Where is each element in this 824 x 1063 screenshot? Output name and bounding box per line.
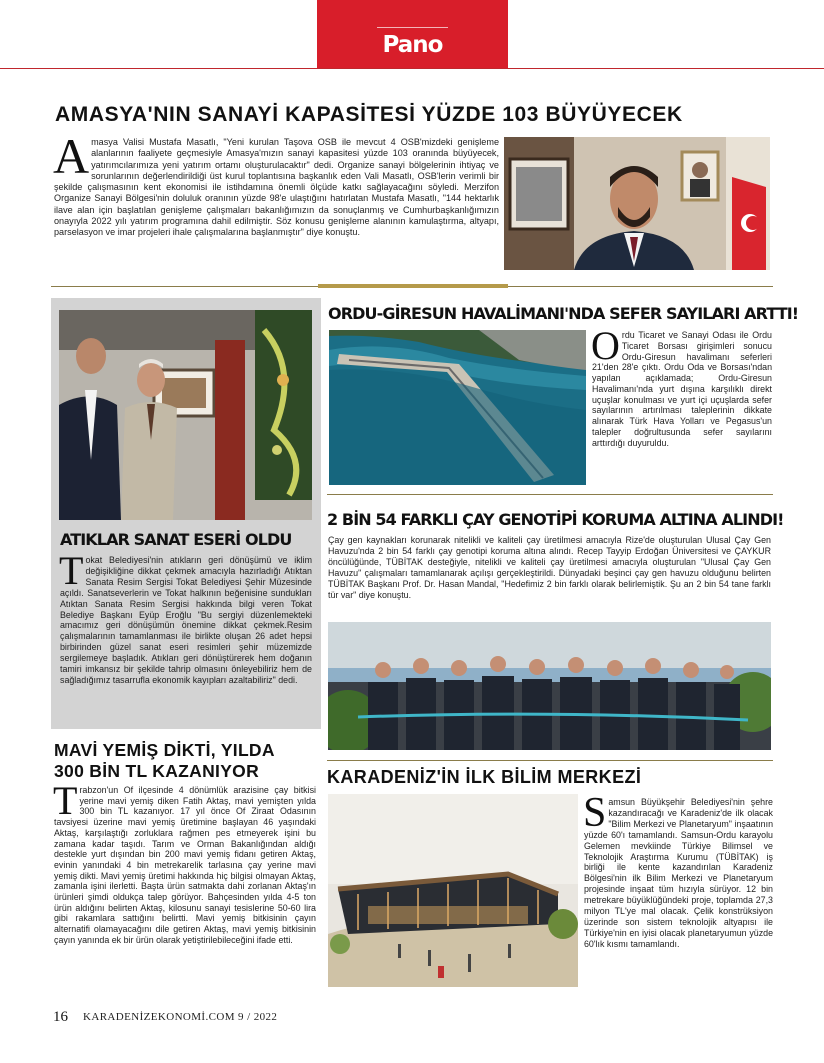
article1-dropcap: A xyxy=(53,128,90,184)
section-divider-accent xyxy=(318,284,508,288)
section-title: Pano xyxy=(382,32,443,58)
governor-photo xyxy=(504,137,770,270)
article6-dropcap: S xyxy=(583,790,607,836)
ribbon-cutting-photo xyxy=(328,622,771,750)
article3-dropcap: T xyxy=(59,548,84,593)
publication-footer: KARADENİZEKONOMİ.COM 9 / 2022 xyxy=(83,1011,278,1023)
article4-body: Çay gen kaynakları korunarak nitelikli ve kaliteli çay üretilmesi amacıyla Rize'de oluşturulan Ulusal Çay Gen Havuzu'nda 2 bin 54 farklı çay genotipi koruma altına alındı. Recep Tayyip Erdoğan Üniversitesi ve ÇAYKUR öncülüğünde, TÜBİTAK desteğiyle, nitelikli ve kaliteli çay üretilmesi amacıyla oluşturulan "Ulusal Çay Gen Havuzu" çalışmaları tamamlanarak açılışı gerçekleştirildi. Dünyadaki beşinci çay gen havuzu olduğunu belirten TÜBİTAK Başkanı Prof. Dr. Hasan Mandal, "Hedefimiz 2 bin farklı olarak belirlemiştik. Şu an 2 bin 54 tane farklı tür var" diye konuştu. xyxy=(328,535,771,600)
science-center-render xyxy=(328,794,578,987)
section-tab xyxy=(317,0,508,68)
airport-photo xyxy=(329,330,586,485)
article3-text: okat Belediyesi'nin atıkların geri dönüşümü ve iklim değişikliğine dikkat çekmek amacıyla hazırladığı Atıktan Sanata Resim Sergisi Tokat Belediyesi Şehir Müzesinde açıldı. Sanatseverlerin ve Tokat halkının beğenisine sundukları Atıktan Sanata Resim Sergisi hakkında bilgi veren Tokat Belediye Başkanı Eyüp Eroğlu "Bu sergiyi düzenlemekteki amacımız geri dönüşümün önemine dikkat çekmek.Resim çalışmalarının tamamlanması ile birlikte oluşan 26 adet hepsi birbirinden güzel sanat eseri resimleri şehir müzemizde sergilemeye başladık. Atıkları geri dönüştürerek hem doğanın tamiri imkansız bir şekilde tahrip olmasını önleyebiliriz hem de sağladığımız tasarrufla ekonomik kayıpları azaltabiliriz" dedi. xyxy=(60,555,312,685)
article5-body xyxy=(53,778,316,946)
article6-text: amsun Büyükşehir Belediyesi'nin şehre kazandıracağı ve Karadeniz'de ilk olacak "Bilim Merkezi ve Planetaryum" inşaatının yüzde 60'ı tamamlandı. Samsun-Ordu karayolu Gelemen mevkiinde Türkiye Bilimsel ve Teknolojik Araştırma Kurumu (TÜBİTAK) iş birliği ile kente kazandırılan Karadeniz Bölgesi'nin ilk Bilim Merkezi ve Planetaryum projesinde inşaat tüm hızıyla sürüyor. 12 bin metrekare büyüklüğündeki proje, toplamda 27,3 milyon TL'ye mal olacak. Çelik konstrüksiyon üzerinde son sistem teknolojik altyapısı ile Türkiye'nin en iyisi olacak planetaryumun yüzde 60'lık kısmı tamamlandı. xyxy=(584,797,773,949)
article2-dropcap: O xyxy=(591,323,620,368)
article2-body xyxy=(591,323,772,448)
article3-title: ATIKLAR SANAT ESERİ OLDU xyxy=(60,530,292,549)
article4-divider xyxy=(327,760,773,761)
article2-text: rdu Ticaret ve Sanayi Odası ile Ordu Ticaret Borsası girişimleri sonucu Ordu-Giresun havalimanı seferleri 21'den 28'e çıktı. Ordu Oda ve Borsası'ndan yapılan açıklamada; Ordu-Giresun Havalimanı'nda yurt dışına karşılıklı direkt uçuşlar konulması ve yurt içi uçuşlarda sefer sayılarının artırılması taleplerinin dikkate alınarak Türk Hava Yolları ve Pegasus'un talepler doğrultusunda sefer sayılarını arttırdığı duyuruldu. xyxy=(592,330,772,448)
header-rule xyxy=(0,68,824,69)
article6-body xyxy=(583,790,773,950)
article5-text: rabzon'un Of ilçesinde 4 dönümlük arazisine çay bitkisi yerine mavi yemiş diken Fatih Aktaş, mavi yemişten yılda 300 bin TL kazanıyor. 17 yıl önce Of Ziraat Odasının tavsiyesi üzerine mavi yemiş üretimine başlayan 46 yaşındaki Aktaş, karşılaştığı zorluklara rağmen pes etmeyerek işini bu zamana kadar taşıdı. Tarım ve Orman Bakanlığından aldığı destekle yurt dışından bin 200 mavi yemiş fidanı getiren Aktaş, evinin yanındaki 4 bin metrekarelik tarlasına çay yerine mavi yemiş dikti. Mavi yemiş üretimi hakkında hiç bilgisi olmayan Aktaş, zamanla işini ilerletti. Başta ürün satmakta dahi zorlanan Aktaş'ın ürünleri şimdi oldukça talep görüyor. Bahçesinden yılda 4-5 ton ürün aldığını belirten Aktaş, kilosunu sanayi tesislerine 50-60 lira gibi rakamlara sattığını belirtti. Mavi yemiş bitkisinin çayın alternatifi olamayacağını dile getiren Aktaş, mavi yemiş bitkisinin çayın yanında ek bir ürün olarak yetiştirilebileceğini ifade etti. xyxy=(54,785,316,945)
article5-title-line2: 300 BİN TL KAZANIYOR xyxy=(54,761,260,781)
article6-title: KARADENİZ'İN İLK BİLİM MERKEZİ xyxy=(327,767,642,787)
article5-dropcap: T xyxy=(53,778,78,823)
article5-title-line1: MAVİ YEMİŞ DİKTİ, YILDA xyxy=(54,740,275,760)
article1-text: masya Valisi Mustafa Masatlı, "Yeni kurulan Taşova OSB ile mevcut 4 OSB'mizdeki genişleme alanlarının faaliyete geçmesiyle Amasya'mızın sanayi kapasitesi yüzde 103 oranında büyüyecek, yatırımcılarımıza yeni yatırım ortamı oluşturulacaktır" dedi. Organize sanayi bölgelerinin ihtiyaç ve sorunlarının değerlendirildiği üst kurul toplantısına başkanlık eden Vali Masatlı, OSB'lerin verimli bir şekilde çalışmasının kent ekonomisi ile istihdamına önemli ölçüde katkı sağlayacağını söyledi. Merzifon Organize Sanayi Bölgesi'nin doluluk oranının yüzde 98'e ulaştığını hatırlatan Mustafa Masatlı, "144 hektarlık ilave alan için başlatılan genişleme çalışmaları bakanlığımızın da sonuçlanmış ve Cumhurbaşkanlığımızın onayıyla 2022 yılı yatırım programına dahil edilmiştir. Söz konusu genişleme alanının kamulaştırma, altyapı, parselasyon ve imar projeleri ihale çalışmalarına başlanmıştır" diye konuştu. xyxy=(54,137,499,237)
article2-title: ORDU-GİRESUN HAVALİMANI'NDA SEFER SAYILARI ARTTI! xyxy=(328,304,799,323)
article1-title: AMASYA'NIN SANAYİ KAPASİTESİ YÜZDE 103 BÜYÜYECEK xyxy=(55,103,683,126)
section-tab-rule xyxy=(377,27,448,28)
article3-body xyxy=(59,548,312,686)
exhibition-photo xyxy=(59,310,312,520)
article2-divider xyxy=(327,494,773,495)
article4-title: 2 BİN 54 FARKLI ÇAY GENOTİPİ KORUMA ALTINA ALINDI! xyxy=(327,510,784,529)
article1-body xyxy=(53,128,499,238)
page-number: 16 xyxy=(53,1009,68,1025)
